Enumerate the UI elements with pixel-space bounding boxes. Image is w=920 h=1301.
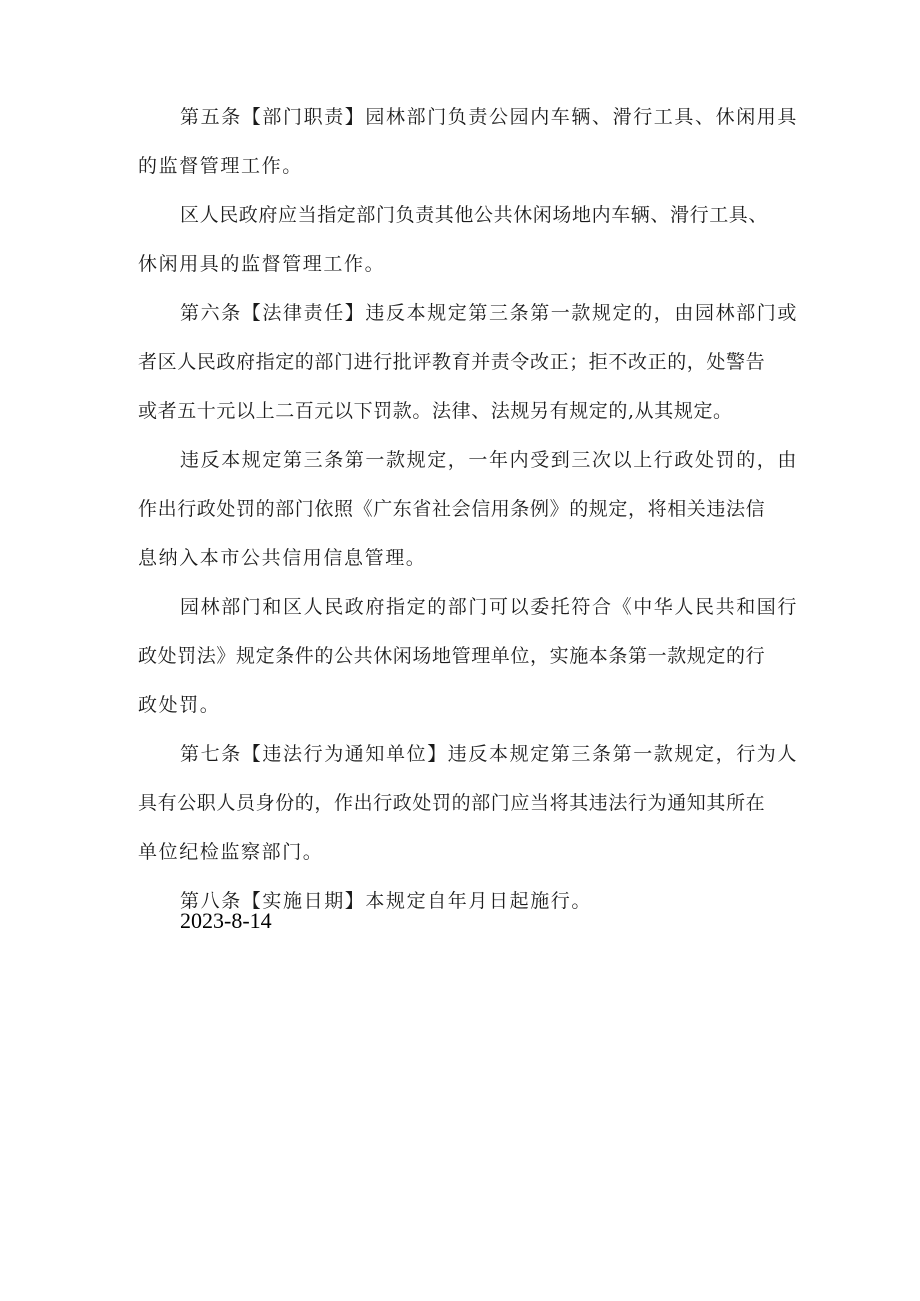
article-6-para-3-line-1: 园林部门和区人民政府指定的部门可以委托符合《中华人民共和国行 <box>180 596 799 618</box>
article-6-para-2-line-1: 违反本规定第三条第一款规定，一年内受到三次以上行政处罚的，由 <box>180 449 799 471</box>
article-8-line: 第八条【实施日期】本规定自年月日起施行。 <box>180 890 593 912</box>
article-5-line-1: 第五条【部门职责】园林部门负责公园内车辆、滑行工具、休闲用具 <box>180 106 799 128</box>
article-6-line-2: 者区人民政府指定的部门进行批评教育并责令改正；拒不改正的，处警告 <box>138 351 766 373</box>
article-6-line-3: 或者五十元以上二百元以下罚款。法律、法规另有规定的,从其规定。 <box>138 400 733 422</box>
article-7-line-2: 具有公职人员身份的，作出行政处罚的部门应当将其违法行为通知其所在 <box>138 792 766 814</box>
article-5-line-2: 的监督管理工作。 <box>138 155 303 177</box>
article-6-para-2-line-2: 作出行政处罚的部门依照《广东省社会信用条例》的规定，将相关违法信 <box>138 498 766 520</box>
article-5-para-2-line-2: 休闲用具的监督管理工作。 <box>138 253 386 275</box>
article-6-para-3-line-2: 政处罚法》规定条件的公共休闲场地管理单位，实施本条第一款规定的行 <box>138 645 766 667</box>
article-7-line-3: 单位纪检监察部门。 <box>138 841 324 863</box>
document-date: 2023-8-14 <box>180 908 272 933</box>
article-6-line-1: 第六条【法律责任】违反本规定第三条第一款规定的，由园林部门或 <box>180 302 799 324</box>
article-6-para-2-line-3: 息纳入本市公共信用信息管理。 <box>138 547 427 569</box>
article-7-line-1: 第七条【违法行为通知单位】违反本规定第三条第一款规定，行为人 <box>180 743 799 765</box>
article-5-para-2-line-1: 区人民政府应当指定部门负责其他公共休闲场地内车辆、滑行工具、 <box>180 204 769 226</box>
article-6-para-3-line-3: 政处罚。 <box>138 694 221 716</box>
